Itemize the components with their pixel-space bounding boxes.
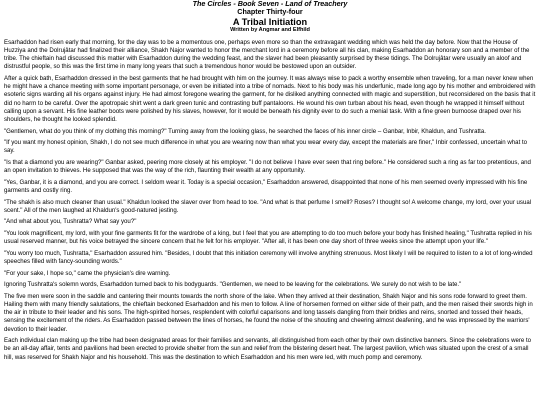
document-header [4,0,536,35]
paragraph: Esarhaddon had risen early that morning, for the day was to be a momentous one, perhaps even more so than the extravagant wedding which was held the day before. Now that the House of Huzziya and the Dolrujâtar had finalized their alliance, Shakh Najor wanted to honor the merchant lord in a ceremony before all his clan, making Esarhaddon an honorary son and a member of the tribe. The chieftain had discussed this matter with Esarhaddon during the wedding feast, and the slaver had been pleasantly surprised by these tidings. The Dolrujâtar were usually an aloof and distrustful people, so this was the first time in many long years that such a tremendous honor would be bestowed upon an outsider. [4,38,530,71]
paragraph: "You look magnificent, my lord, with your fine garments fit for the wardrobe of a king, but I feel that you are attempting to do too much before your body has finished healing," Tushratta replied in his usual reserved manner, but his voice betrayed the sincere concern that he felt for his employer. "After all, it has been one day short of three weeks since the attempt upon your life." [4,230,532,246]
paragraph: "If you want my honest opinion, Shakh, I do not see much difference in what you are wearing now than what you wear every day, except the materials are finer," Inbir confessed, uncertain what to say. [4,139,528,155]
paragraph: "Is that a diamond you are wearing?" Ganbar asked, peering more closely at his employer. "I do not believe I have ever seen that ring before." He considered such a ring as far too pretentious, and an open invitation to thieves. He supposed that was the way of the rich, flaunting their wealth at any opportunity. [4,159,531,175]
book-title: The Circles - Book Seven - Land of Treachery [192,0,348,8]
paragraph: "For your sake, I hope so," came the physician's dire warning. [4,269,171,277]
story-body [4,39,536,362]
paragraph: Each individual clan making up the tribe had been designated areas for their families and servants, all distinguished from each other by their own distinctive banners. Since the celebrations were to be an all-day affair, tents and pavilions had been erected to provide shelter from the sun and relief from the blistering desert heat. The largest pavilion, which was situated upon the crest of a small hill, was reserved for Shakh Najor and his household. This was the destination to which Esarhaddon and his men were led, with much pomp and ceremony. [4,337,532,361]
chapter-subtitle: A Tribal Initiation [232,16,308,27]
paragraph: Ignoring Tushratta's solemn words, Esarhaddon turned back to his bodyguards. "Gentlemen, we need to be leaving for the celebrations. We surely do not wish to be late." [4,281,462,289]
paragraph: The five men were soon in the saddle and cantering their mounts towards the north shore of the lake. When they arrived at their destination, Shakh Najor and his sons rode forward to greet them. Hailing them with many friendly salutations, the chieftain beckoned Esarhaddon and his men to follow. A line of horsemen formed on either side of their path, and the men raised their swords high in the air in tribute to their leader and his sons. The high-spirited horses, resplendent with colorful caparisons and long tassels dangling from their bridles and reins, snorted and tossed their heads, sensing the excitement of the riders. As Esarhaddon passed between the lines of horses, he found the noise of the shouting and cheering almost deafening, and he was impressed by the warriors' devotion to their leader. [4,292,533,333]
author-byline: Written by Angmar and Elfhild [230,27,310,34]
paragraph: "Gentlemen, what do you think of my clothing this morning?" Turning away from the looking glass, he searched the faces of his inner circle – Ganbar, Inbir, Khaldun, and Tushratta. [4,127,486,135]
paragraph: "Yes, Ganbar, it is a diamond, and you are correct. I seldom wear it. Today is a special occasion," Esarhaddon answered, disappointed that none of his men seemed overly impressed with his fine garments and costly ring. [4,178,528,195]
paragraph: "You worry too much, Tushratta," Esarhaddon assured him. "Besides, I doubt that this initiation ceremony will involve anything strenuous. Most likely I will be required to listen to a lot of long-winded speeches filled with fancy-sounding words." [4,249,533,265]
paragraph: After a quick bath, Esarhaddon dressed in the best garments that he had brought with him on the journey. It was always wise to pack a worthy ensemble when traveling, for a man never knew when he might have a chance meeting with some important personage, or even be initiated into a tribe of nomads. Next to his body was his underfunic, made long ago by his mother and embroidered with esoteric signs warding all his organs against injury. He had almost foregone wearing the garment, for he disliked anything connected with magic and superstition, but reconsidered on the basis that it did no harm to be careful. Over the apotropaic shirt went a dark green tunic and contrasting buff pantaloons. He wound his own turban about his head, even though he wrapped it himself without calling upon a servant. His fine leather boots were polished by his slaves, however, for it would be beneath his dignity ever to do such a menial task. With a fine green burnoose draped over his shoulders, he thought he looked splendid. [4,75,536,124]
chapter-heading: Chapter Thirty-four [237,7,303,17]
paragraph: "And what about you, Tushratta? What say you?" [4,218,137,226]
paragraph: "The shakh is also much cleaner than usual." Khaldun looked the slaver over from head to toe. "And what is that perfume I smell? Roses? I thought so! A welcome change, my lord, over your usual scent." All of the men laughed at Khaldun's good-natured jesting. [4,198,532,214]
